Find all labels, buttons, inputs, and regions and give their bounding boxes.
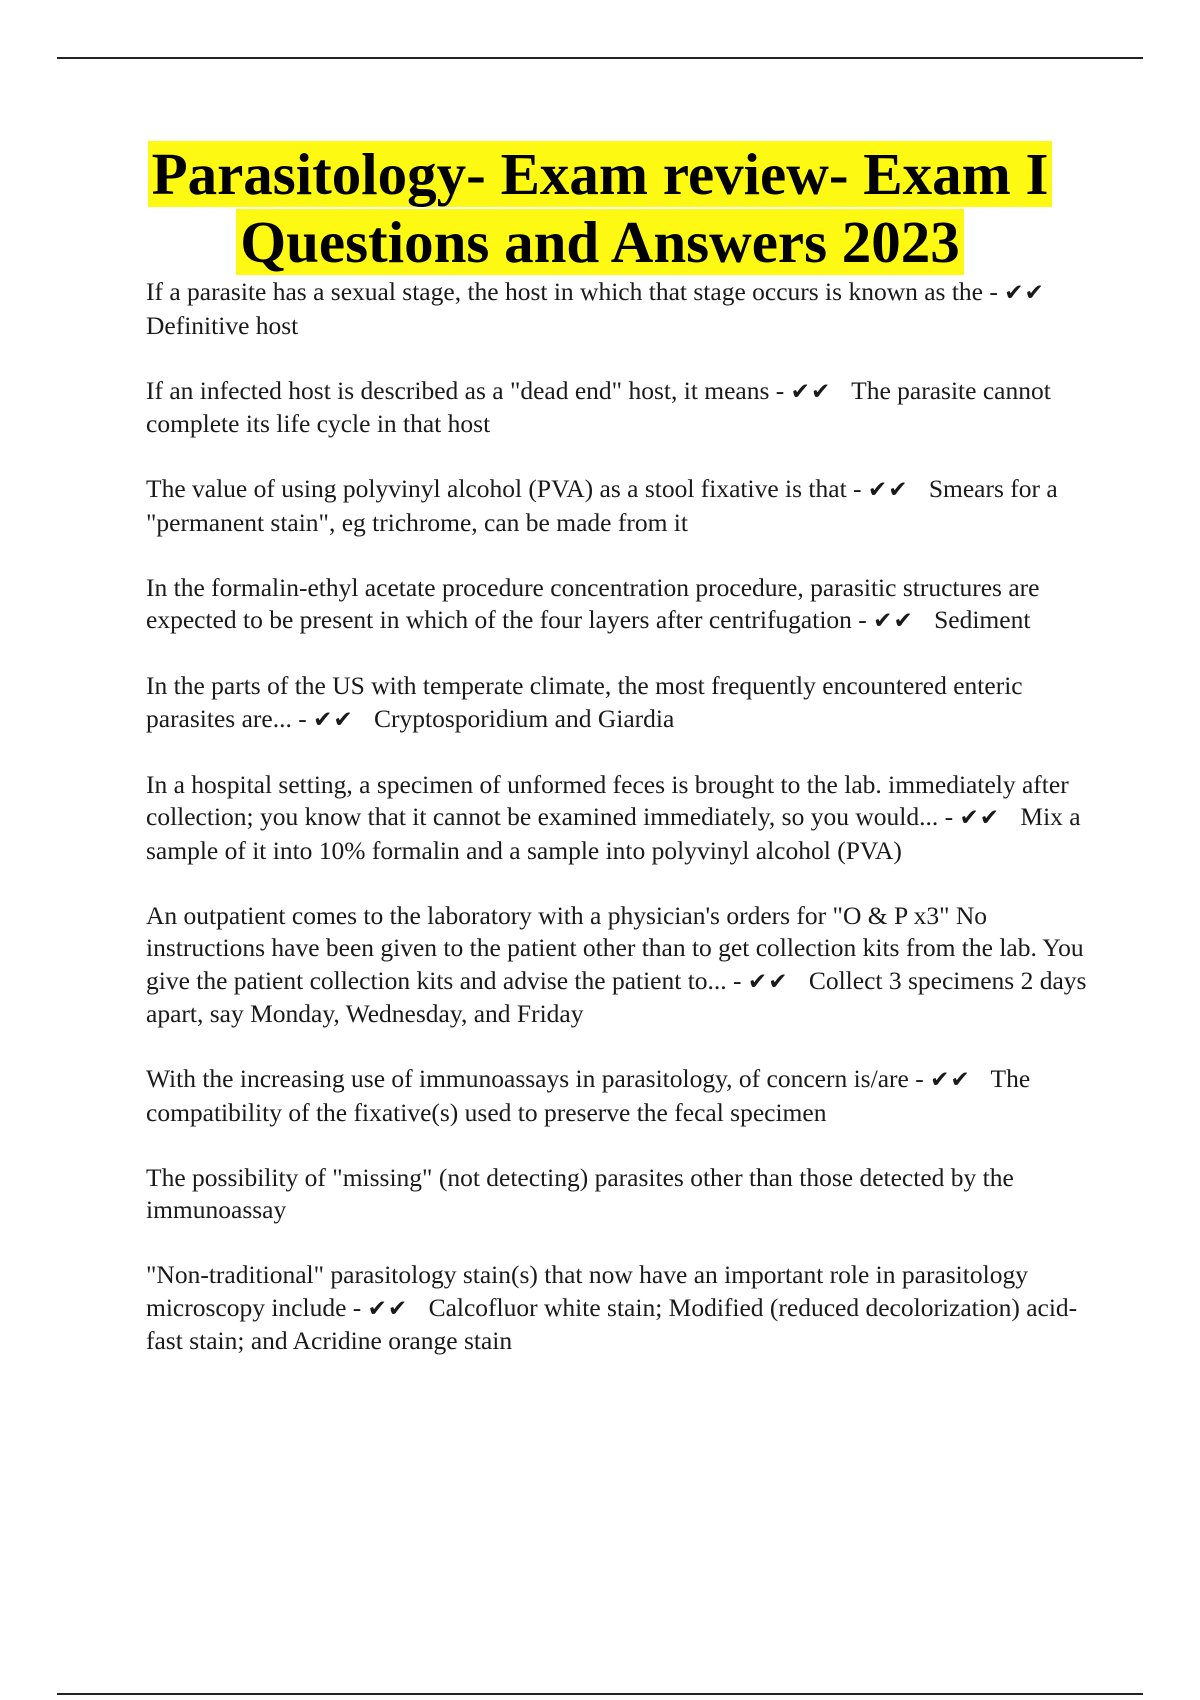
question-text: In the formalin-ethyl acetate procedure concentration procedure, parasitic structures are expected to be present in which of the four layers after centrifugation -	[146, 572, 1040, 634]
qa-item	[146, 1259, 1096, 1358]
question-text: In the parts of the US with temperate climate, the most frequently encountered enteric parasites are... -	[146, 671, 1023, 733]
answer-text: Calcofluor white stain; Modified (reduced decolorization) acid-fast stain; and Acridine orange stain	[146, 1292, 1078, 1355]
question-text: If an infected host is described as a "dead end" host, it means -	[146, 375, 785, 405]
answer-text: Cryptosporidium and Giardia	[374, 703, 675, 733]
answer-text: The compatibility of the fixative(s) used to preserve the fecal specimen	[146, 1064, 1031, 1127]
qa-note: The possibility of "missing" (not detecting) parasites other than those detected by the immunoassay	[146, 1162, 1014, 1224]
question-text: In a hospital setting, a specimen of unformed feces is brought to the lab. immediately after collection; you know that it cannot be examined immediately, so you would... -	[146, 769, 1069, 831]
qa-item	[146, 900, 1096, 1031]
qa-item	[146, 572, 1096, 638]
qa-list	[146, 276, 1096, 1390]
qa-item	[146, 1063, 1096, 1129]
question-text: If a parasite has a sexual stage, the host in which that stage occurs is known as the -	[146, 277, 998, 306]
answer-text: Smears for a "permanent stain", eg trichrome, can be made from it	[146, 474, 1058, 537]
question-text: An outpatient comes to the laboratory with a physician's orders for "O & P x3" No instructions have been given to the patient other than to get collection kits from the lab. You give the patient collection kits and advise the patient to... -	[146, 900, 1084, 995]
top-divider	[57, 57, 1143, 59]
answer-text: The parasite cannot complete its life cycle in that host	[146, 375, 1051, 438]
answer-text: Definitive host	[146, 310, 299, 340]
answer-text: Sediment	[934, 605, 1031, 634]
double-check-icon: ✔✔	[747, 968, 789, 995]
double-check-icon: ✔✔	[313, 706, 354, 733]
double-check-icon: ✔✔	[790, 378, 832, 405]
qa-item	[146, 276, 1096, 342]
qa-item	[146, 670, 1096, 736]
answer-text: Collect 3 specimens 2 days apart, say Monday, Wednesday, and Friday	[146, 965, 1087, 1028]
qa-item	[146, 473, 1096, 539]
title-line-2: Questions and Answers 2023	[236, 209, 964, 275]
double-check-icon: ✔✔	[367, 1295, 409, 1322]
double-check-icon: ✔✔	[930, 1067, 971, 1093]
answer-text: Mix a sample of it into 10% formalin and a sample into polyvinyl alcohol (PVA)	[146, 802, 1081, 865]
question-text: The value of using polyvinyl alcohol (PVA) as a stool fixative is that -	[146, 474, 862, 503]
document-title	[100, 140, 1100, 276]
double-check-icon: ✔✔	[873, 608, 914, 634]
double-check-icon: ✔✔	[867, 477, 909, 503]
qa-item	[146, 375, 1096, 441]
double-check-icon: ✔✔	[959, 805, 1001, 831]
question-text: With the increasing use of immunoassays in parasitology, of concern is/are -	[146, 1064, 924, 1093]
double-check-icon: ✔✔	[1004, 280, 1045, 306]
question-text: "Non-traditional" parasitology stain(s) that now have an important role in parasitology microscopy include -	[146, 1260, 1028, 1322]
bottom-divider	[57, 1693, 1143, 1695]
qa-item	[146, 769, 1096, 868]
title-line-1: Parasitology- Exam review- Exam I	[148, 141, 1053, 207]
